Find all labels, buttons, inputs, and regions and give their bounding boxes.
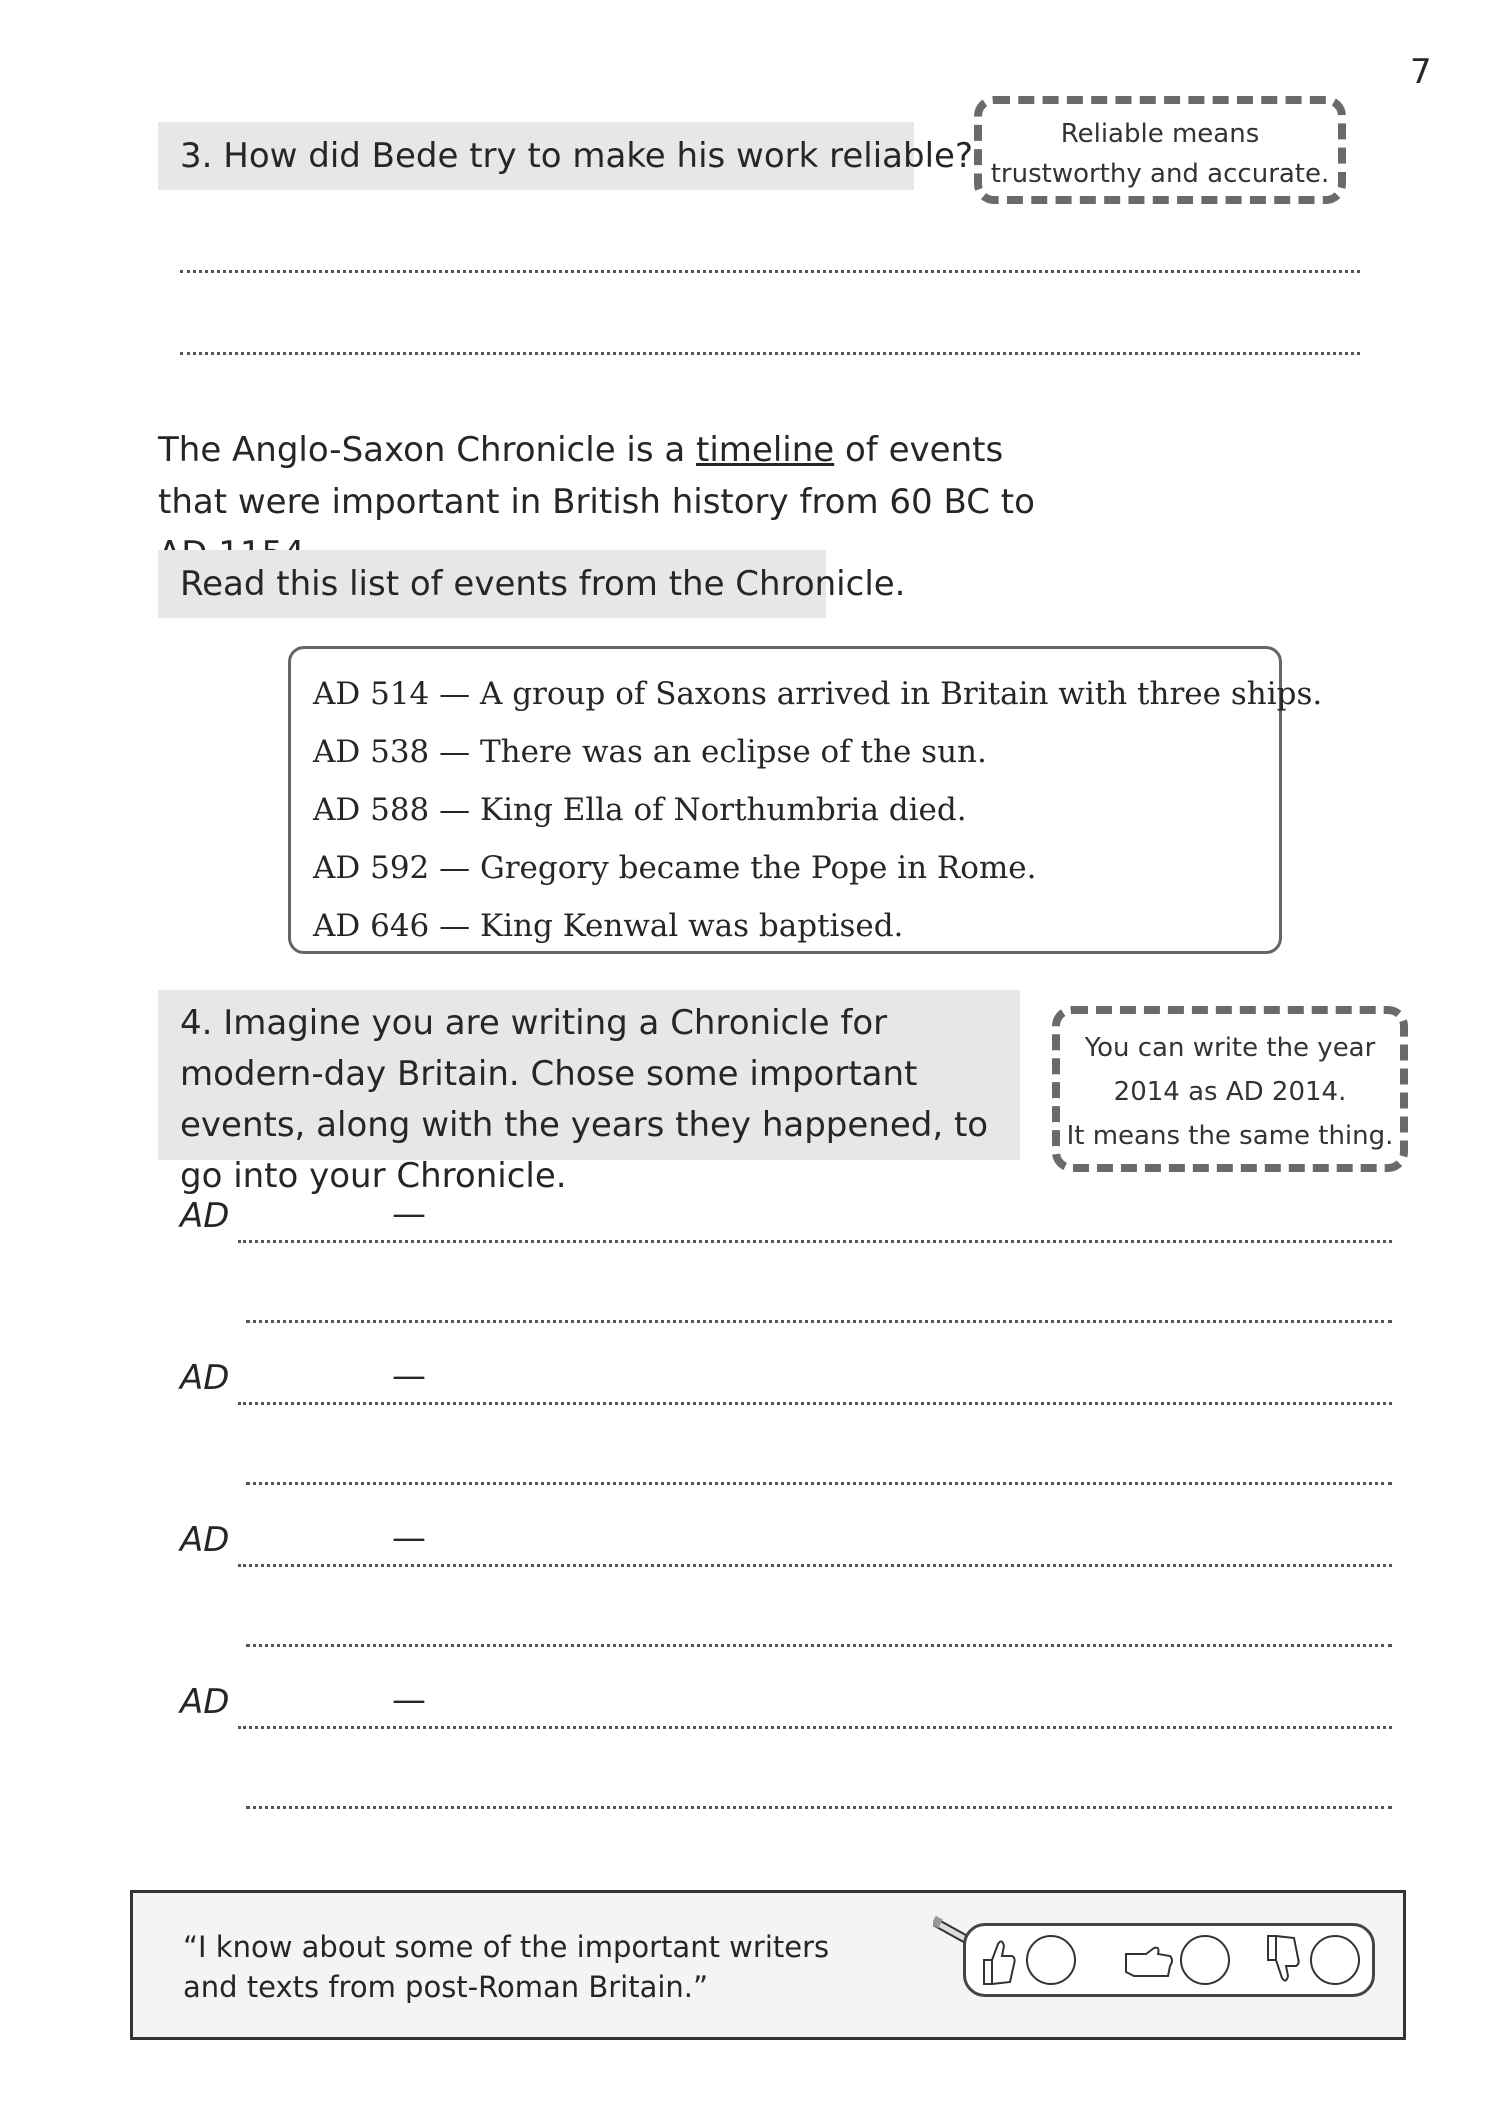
self-assessment (963, 1923, 1375, 1997)
answer-line-q3-1[interactable] (180, 270, 1360, 273)
tip-reliable-line2: trustworthy and accurate. (990, 159, 1330, 189)
entry-dash: — (392, 1518, 426, 1558)
entry-ad-label: AD (180, 1682, 230, 1722)
entry-line-1a[interactable] (238, 1240, 1392, 1243)
tip-reliable (974, 96, 1346, 204)
tip-reliable-line1: Reliable means (1060, 119, 1260, 149)
learning-objective (183, 1927, 829, 2007)
tip-year-line2: 2014 as AD 2014. (1113, 1077, 1347, 1107)
read-instruction: Read this list of events from the Chronicle. (158, 550, 826, 618)
intro-text-before: The Anglo-Saxon Chronicle is a (158, 430, 697, 470)
tick-circle-up[interactable] (1026, 1935, 1076, 1985)
entry-line-2a[interactable] (238, 1402, 1392, 1405)
objective-line2: and texts from post-Roman Britain.” (183, 1970, 709, 2004)
question-4: 4. Imagine you are writing a Chronicle for modern-day Britain. Chose some important events, along with the years they happened, to go into your Chronicle. (158, 990, 1020, 1160)
event-item: AD 646 — King Kenwal was baptised. (313, 908, 904, 944)
entry-line-3a[interactable] (238, 1564, 1392, 1567)
answer-line-q3-2[interactable] (180, 352, 1360, 355)
entry-ad-label: AD (180, 1196, 230, 1236)
entry-dash: — (392, 1356, 426, 1396)
tick-circle-down[interactable] (1310, 1935, 1360, 1985)
event-item: AD 592 — Gregory became the Pope in Rome. (313, 850, 1037, 886)
entry-line-1b[interactable] (246, 1320, 1392, 1323)
intro-text-after: of events that were important in British history from 60 BC to (158, 430, 1035, 522)
event-item: AD 538 — There was an eclipse of the sun. (313, 734, 987, 770)
entry-dash: — (392, 1680, 426, 1720)
timeline-term: timeline (696, 430, 835, 470)
entry-ad-label: AD (180, 1520, 230, 1560)
page-number: 7 (1410, 52, 1432, 92)
tip-year (1052, 1006, 1408, 1172)
chronicle-events-box (288, 646, 1323, 954)
entry-line-2b[interactable] (246, 1482, 1392, 1485)
entry-ad-label: AD (180, 1358, 230, 1398)
learning-objective-box (130, 1890, 1406, 2040)
thumbs-down-icon (1266, 1934, 1302, 1988)
entry-line-4b[interactable] (246, 1806, 1392, 1809)
tick-circle-sideways[interactable] (1180, 1935, 1230, 1985)
entry-line-4a[interactable] (238, 1726, 1392, 1729)
entry-dash: — (392, 1194, 426, 1234)
thumbs-sideways-icon (1124, 1944, 1176, 1980)
thumbs-up-icon (982, 1936, 1018, 1986)
event-item: AD 588 — King Ella of Northumbria died. (313, 792, 967, 828)
objective-line1: “I know about some of the important writers (183, 1930, 830, 1964)
tip-year-line1: You can write the year (1084, 1033, 1376, 1063)
event-item: AD 514 — A group of Saxons arrived in Britain with three ships. (313, 676, 1323, 712)
tip-year-line3: It means the same thing. (1066, 1121, 1394, 1151)
entry-line-3b[interactable] (246, 1644, 1392, 1647)
question-3: 3. How did Bede try to make his work reliable? (158, 122, 914, 190)
